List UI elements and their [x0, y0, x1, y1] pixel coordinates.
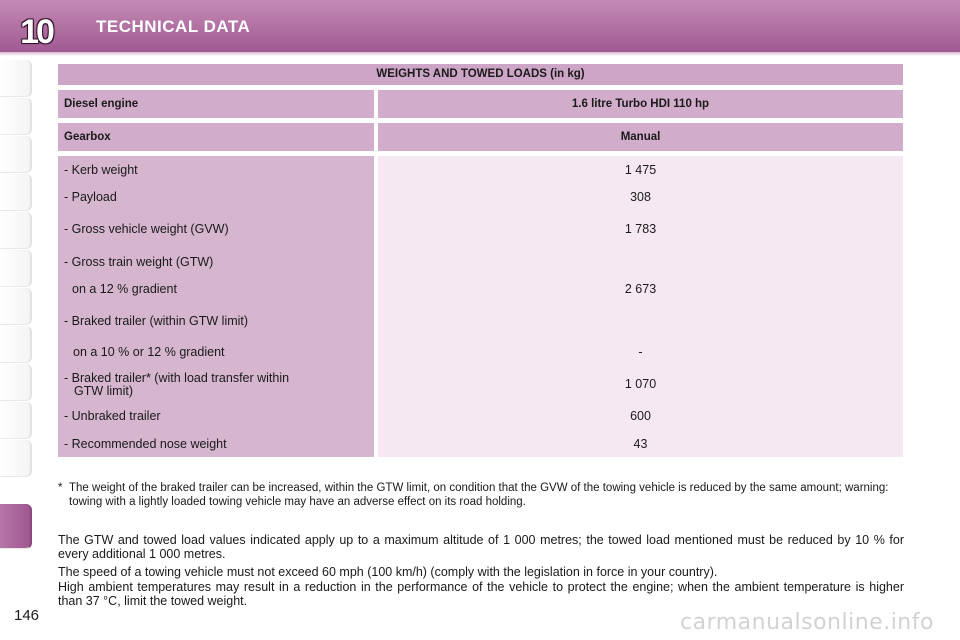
- chapter-tab[interactable]: [0, 212, 32, 249]
- chapter-number-badge: 10: [20, 13, 52, 51]
- chapter-tabs: [0, 60, 34, 600]
- chapter-tab[interactable]: [0, 288, 32, 325]
- table-row-label: - Gross vehicle weight (GVW): [64, 222, 229, 236]
- chapter-tab[interactable]: [0, 250, 32, 287]
- chapter-tab[interactable]: [0, 326, 32, 363]
- chapter-tab[interactable]: [0, 174, 32, 211]
- chapter-tab[interactable]: [0, 402, 32, 439]
- page-number: 146: [14, 607, 40, 624]
- gearbox-label: Gearbox: [58, 123, 374, 151]
- chapter-title: TECHNICAL DATA: [96, 17, 251, 36]
- paragraph-temperature: High ambient temperatures may result in a reduction in the performance of the vehicle to protect the engine; when the ambient temperature is higher than 37 °C, limit the towed weight.: [58, 580, 904, 608]
- table-row-value: 308: [630, 190, 651, 204]
- chapter-tab[interactable]: [0, 60, 32, 97]
- table-row-label: - Braked trailer* (with load transfer within: [64, 371, 290, 385]
- table-row-value: -: [638, 345, 643, 359]
- engine-value: 1.6 litre Turbo HDI 110 hp: [378, 90, 903, 118]
- table-row-label: on a 10 % or 12 % gradient: [73, 345, 225, 359]
- footnote-marker: *: [58, 482, 63, 494]
- table-row-label: - Braked trailer (within GTW limit): [64, 314, 249, 328]
- table-row-value: 2 673: [624, 282, 657, 296]
- table-title: WEIGHTS AND TOWED LOADS (in kg): [58, 64, 903, 85]
- engine-label: Diesel engine: [58, 90, 374, 118]
- chapter-tab[interactable]: [0, 136, 32, 173]
- table-row-value: 1 783: [624, 222, 657, 236]
- chapter-tab[interactable]: [0, 440, 32, 477]
- table-row-label: on a 12 % gradient: [72, 282, 177, 296]
- table-row-label: - Gross train weight (GTW): [64, 255, 214, 269]
- chapter-tab[interactable]: [0, 98, 32, 135]
- chapter-tab-active[interactable]: [0, 504, 32, 549]
- table-row-label: - Unbraked trailer: [64, 409, 161, 423]
- footnote: [58, 481, 906, 509]
- paragraph-altitude: The GTW and towed load values indicated apply up to a maximum altitude of 1 000 metres; the towed load mentioned must be reduced by 10 % for every additional 1 000 metres.: [58, 533, 904, 561]
- table-row-value: 43: [633, 437, 648, 451]
- footnote-text: The weight of the braked trailer can be increased, within the GTW limit, on condition that the GVW of the towing vehicle is reduced by the same amount; warning: towing with a lightly loaded towing vehicle may have an adverse effect on its road holding.: [69, 482, 889, 508]
- table-row-label-continued: GTW limit): [74, 384, 134, 398]
- table-row-label: - Recommended nose weight: [64, 437, 227, 451]
- header-shadow: [0, 52, 960, 56]
- chapter-tab[interactable]: [0, 364, 32, 401]
- table-row-value: 1 070: [624, 377, 657, 391]
- table-row-label: - Kerb weight: [64, 163, 138, 177]
- table-row-value: 1 475: [624, 163, 657, 177]
- table-row-label: - Payload: [64, 190, 117, 204]
- gearbox-value: Manual: [378, 123, 903, 151]
- table-row-value: 600: [630, 409, 651, 423]
- watermark: carmanualsonline.info: [680, 610, 934, 635]
- paragraph-speed: The speed of a towing vehicle must not exceed 60 mph (100 km/h) (comply with the legislation in force in your country).: [58, 565, 718, 579]
